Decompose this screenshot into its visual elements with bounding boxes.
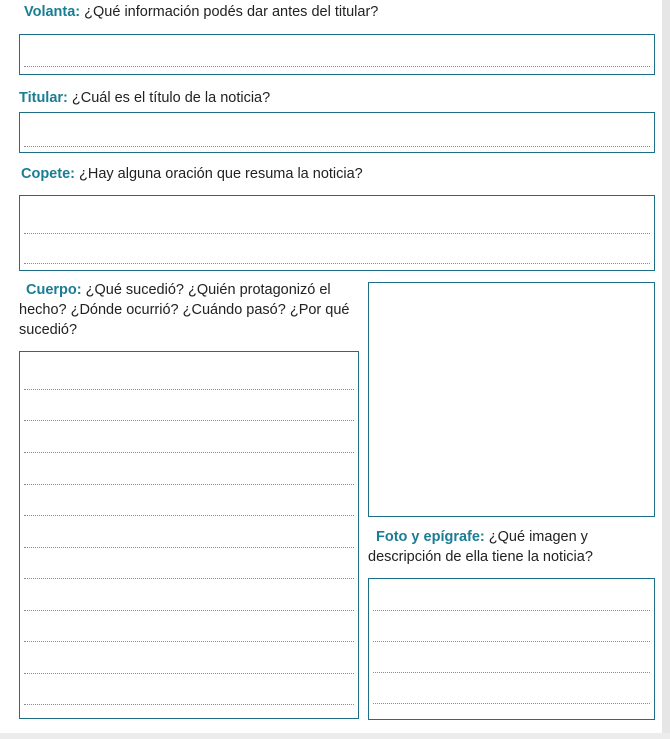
cuerpo-answer-line [24, 515, 354, 516]
titular-question-text: ¿Cuál es el título de la noticia? [67, 90, 271, 106]
foto-question-text: ¿Qué imagen y descripción de ella tiene la noticia? [368, 529, 593, 565]
titular-answer-box[interactable] [19, 112, 655, 153]
foto-label: Foto y epígrafe: [376, 529, 485, 545]
copete-question-text: ¿Hay alguna oración que resuma la noticia? [74, 166, 363, 182]
cuerpo-answer-line [24, 420, 354, 421]
copete-answer-line [24, 233, 650, 234]
volanta-label: Volanta: [24, 4, 81, 20]
copete-answer-line [24, 263, 650, 264]
epigrafe-answer-line [373, 672, 650, 673]
titular-answer-line [24, 146, 650, 147]
copete-question [21, 164, 363, 184]
volanta-question-text: ¿Qué información podés dar antes del titular? [80, 4, 379, 20]
cuerpo-answer-line [24, 484, 354, 485]
cuerpo-answer-line [24, 452, 354, 453]
volanta-answer-line [24, 66, 650, 67]
foto-image-box[interactable] [368, 282, 655, 517]
cuerpo-answer-line [24, 389, 354, 390]
epigrafe-answer-line [373, 641, 650, 642]
cuerpo-question-text: ¿Qué sucedió? ¿Quién protagonizó el hecho? ¿Dónde ocurrió? ¿Cuándo pasó? ¿Por qué sucedió? [19, 282, 350, 338]
cuerpo-answer-line [24, 673, 354, 674]
foto-question [368, 527, 658, 567]
titular-label: Titular: [19, 90, 68, 106]
cuerpo-answer-line [24, 641, 354, 642]
cuerpo-answer-line [24, 610, 354, 611]
volanta-answer-box[interactable] [19, 34, 655, 75]
page-edge-bottom [0, 733, 670, 739]
copete-label: Copete: [21, 166, 75, 182]
copete-answer-box[interactable] [19, 195, 655, 271]
cuerpo-answer-line [24, 704, 354, 705]
epigrafe-answer-box[interactable] [368, 578, 655, 720]
page-edge-right [662, 0, 670, 739]
epigrafe-answer-line [373, 610, 650, 611]
epigrafe-answer-line [373, 703, 650, 704]
cuerpo-answer-box[interactable] [19, 351, 359, 719]
cuerpo-label: Cuerpo: [26, 282, 82, 298]
cuerpo-question [19, 280, 359, 340]
cuerpo-answer-line [24, 547, 354, 548]
titular-question [19, 88, 270, 108]
cuerpo-answer-line [24, 578, 354, 579]
volanta-question [24, 2, 378, 22]
